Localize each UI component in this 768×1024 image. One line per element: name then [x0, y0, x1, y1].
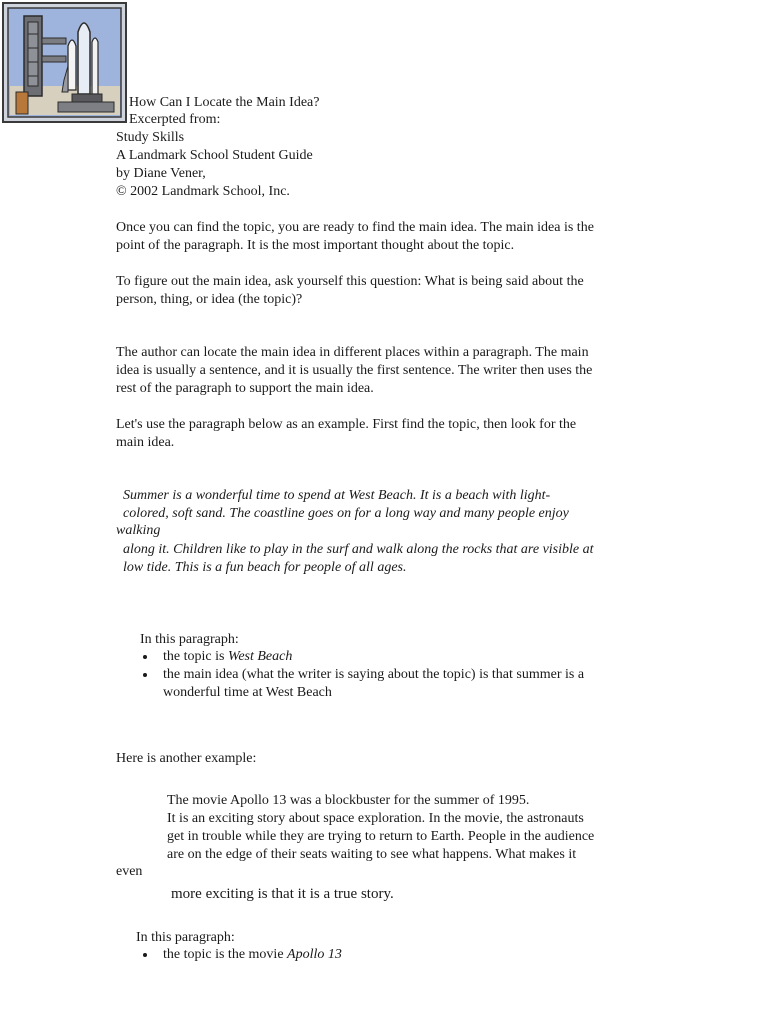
example-1-line: walking — [116, 523, 161, 538]
page-title: How Can I Locate the Main Idea? — [129, 95, 320, 110]
excerpt-label: Excerpted from: — [129, 112, 221, 127]
example-2-line: get in trouble while they are trying to return to Earth. People in the audience — [167, 829, 595, 844]
example-1-line: colored, soft sand. The coastline goes on for a long way and many people enjoy — [123, 506, 569, 521]
example-2-line: The movie Apollo 13 was a blockbuster for the summer of 1995. — [167, 793, 530, 808]
topic-prefix: the topic is — [163, 649, 228, 664]
example-2-line: even — [116, 864, 143, 879]
book-subtitle: A Landmark School Student Guide — [116, 148, 313, 163]
analysis-1-main-idea-line: wonderful time at West Beach — [163, 685, 332, 700]
analysis-2-topic-item — [163, 946, 342, 964]
book-title: Study Skills — [116, 130, 185, 145]
paragraph-4-line: main idea. — [116, 435, 175, 450]
bullet-icon — [143, 953, 147, 957]
analysis-1-topic-item — [163, 648, 292, 666]
space-shuttle-launch-pad-icon — [2, 2, 127, 123]
paragraph-3-line: The author can locate the main idea in different places within a paragraph. The main — [116, 345, 589, 360]
paragraph-2-line: person, thing, or idea (the topic)? — [116, 292, 303, 307]
paragraph-1-line: point of the paragraph. It is the most important thought about the topic. — [116, 238, 515, 253]
example-1-line: Summer is a wonderful time to spend at West Beach. It is a beach with light- — [123, 488, 551, 503]
paragraph-3-line: idea is usually a sentence, and it is usually the first sentence. The writer then uses the — [116, 363, 593, 378]
bullet-icon — [143, 655, 147, 659]
topic-prefix: the topic is the movie — [163, 947, 288, 962]
example-2-line: more exciting is that it is a true story. — [171, 886, 394, 902]
another-example-heading: Here is another example: — [116, 751, 257, 766]
analysis-1-main-idea-line: the main idea (what the writer is saying about the topic) is that summer is a — [163, 667, 585, 682]
bullet-icon — [143, 673, 147, 677]
paragraph-4-line: Let's use the paragraph below as an example. First find the topic, then look for the — [116, 417, 577, 432]
analysis-2-intro: In this paragraph: — [136, 930, 235, 945]
analysis-1-intro: In this paragraph: — [140, 632, 239, 647]
example-1-line: along it. Children like to play in the surf and walk along the rocks that are visible at — [123, 542, 594, 557]
example-2-line: are on the edge of their seats waiting to see what happens. What makes it — [167, 847, 577, 862]
author-line: by Diane Vener, — [116, 166, 206, 181]
paragraph-2-line: To figure out the main idea, ask yourself this question: What is being said about the — [116, 274, 584, 289]
topic-value: West Beach — [227, 649, 293, 664]
copyright-line: © 2002 Landmark School, Inc. — [116, 184, 290, 199]
example-1-line: low tide. This is a fun beach for people of all ages. — [123, 560, 407, 575]
example-2-line: It is an exciting story about space exploration. In the movie, the astronauts — [167, 811, 584, 826]
paragraph-3-line: rest of the paragraph to support the main idea. — [116, 381, 374, 396]
paragraph-1-line: Once you can find the topic, you are ready to find the main idea. The main idea is the — [116, 220, 594, 235]
topic-value: Apollo 13 — [287, 947, 342, 962]
